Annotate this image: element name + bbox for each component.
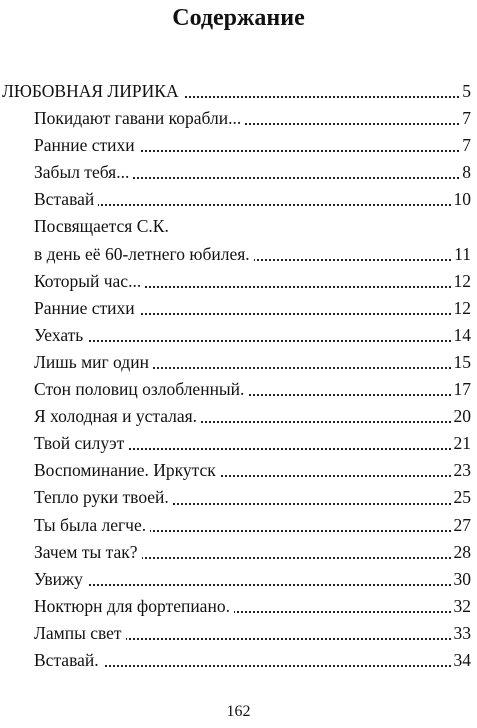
toc-entry-page: 33 [451, 620, 472, 647]
toc-entry-title: Ты была легче. [34, 515, 150, 535]
dot-leader [34, 340, 471, 342]
toc-entry-page: 11 [451, 241, 471, 268]
toc-entry [34, 593, 471, 620]
toc-entry-title: Зачем ты так? [34, 542, 142, 562]
toc-entry [34, 159, 471, 186]
toc-entry-page: 28 [451, 539, 472, 566]
toc-entry [34, 105, 471, 132]
toc-entry [34, 566, 471, 593]
toc-entry [34, 403, 471, 430]
toc-entry-page: 23 [451, 457, 472, 484]
table-of-contents [0, 78, 477, 674]
toc-entry-title: Ранние стихи [34, 298, 139, 318]
toc-entry-title: в день её 60-летнего юбилея. [34, 244, 254, 264]
toc-entry [34, 349, 471, 376]
toc-entry-page: 14 [451, 322, 472, 349]
toc-entry [34, 268, 471, 295]
toc-entry-title: Посвящается С.К. [34, 216, 173, 236]
dot-leader [34, 584, 471, 586]
toc-entry-title: ЛЮБОВНАЯ ЛИРИКА [2, 81, 183, 101]
toc-entry [34, 647, 471, 674]
page-number: 162 [226, 703, 251, 720]
toc-entry-title: Лампы свет [34, 623, 126, 643]
toc-entry-title: Увижу [34, 569, 87, 589]
toc-entry-page: 5 [459, 78, 471, 105]
toc-entry-title: Уехать [34, 325, 87, 345]
toc-entry-title: Лишь миг один [34, 352, 153, 372]
toc-entry-title: Забыл тебя... [34, 162, 133, 182]
toc-entry-title: Вставай [34, 189, 98, 209]
toc-entry-page: 20 [451, 403, 472, 430]
toc-entry [34, 213, 471, 240]
toc-entry [34, 186, 471, 213]
toc-entry-title: Ранние стихи [34, 135, 139, 155]
toc-entry-page: 12 [451, 295, 472, 322]
dot-leader [34, 204, 471, 206]
page-title: Содержание [172, 5, 305, 31]
toc-entry-page: 27 [451, 512, 472, 539]
toc-entry [34, 620, 471, 647]
toc-entry-page: 7 [459, 132, 471, 159]
toc-entry-title: Твой силуэт [34, 433, 128, 453]
toc-entry-page: 21 [451, 430, 472, 457]
toc-entry-title: Я холодная и усталая. [34, 406, 201, 426]
toc-entry [34, 484, 471, 511]
toc-entry-page: 15 [451, 349, 472, 376]
toc-entry [34, 430, 471, 457]
toc-entry [34, 457, 471, 484]
toc-entry [2, 78, 471, 105]
toc-entry-page: 32 [451, 593, 472, 620]
toc-entry-page: 12 [451, 268, 472, 295]
toc-entry-page: 25 [451, 484, 472, 511]
toc-entry-title: Который час... [34, 271, 145, 291]
toc-entry-title: Стон половиц озлобленный. [34, 379, 248, 399]
toc-entry [34, 539, 471, 566]
toc-entry [34, 132, 471, 159]
toc-entry-title: Воспоминание. Иркутск [34, 460, 220, 480]
toc-entry-page: 30 [451, 566, 472, 593]
toc-entry-title: Покидают гавани корабли... [34, 108, 245, 128]
toc-entry-page: 34 [451, 647, 472, 674]
toc-entry-page: 7 [459, 105, 471, 132]
toc-entry-page: 17 [451, 376, 472, 403]
toc-entry [34, 241, 471, 268]
toc-entry [34, 512, 471, 539]
toc-entry-page: 8 [459, 159, 471, 186]
toc-entry-title: Вставай. [34, 650, 103, 670]
toc-entry [34, 376, 471, 403]
toc-entry [34, 295, 471, 322]
toc-entry-title: Тепло руки твоей. [34, 487, 173, 507]
toc-entry-title: Ноктюрн для фортепиано. [34, 596, 234, 616]
toc-entry [34, 322, 471, 349]
toc-entry-page: 10 [451, 186, 472, 213]
